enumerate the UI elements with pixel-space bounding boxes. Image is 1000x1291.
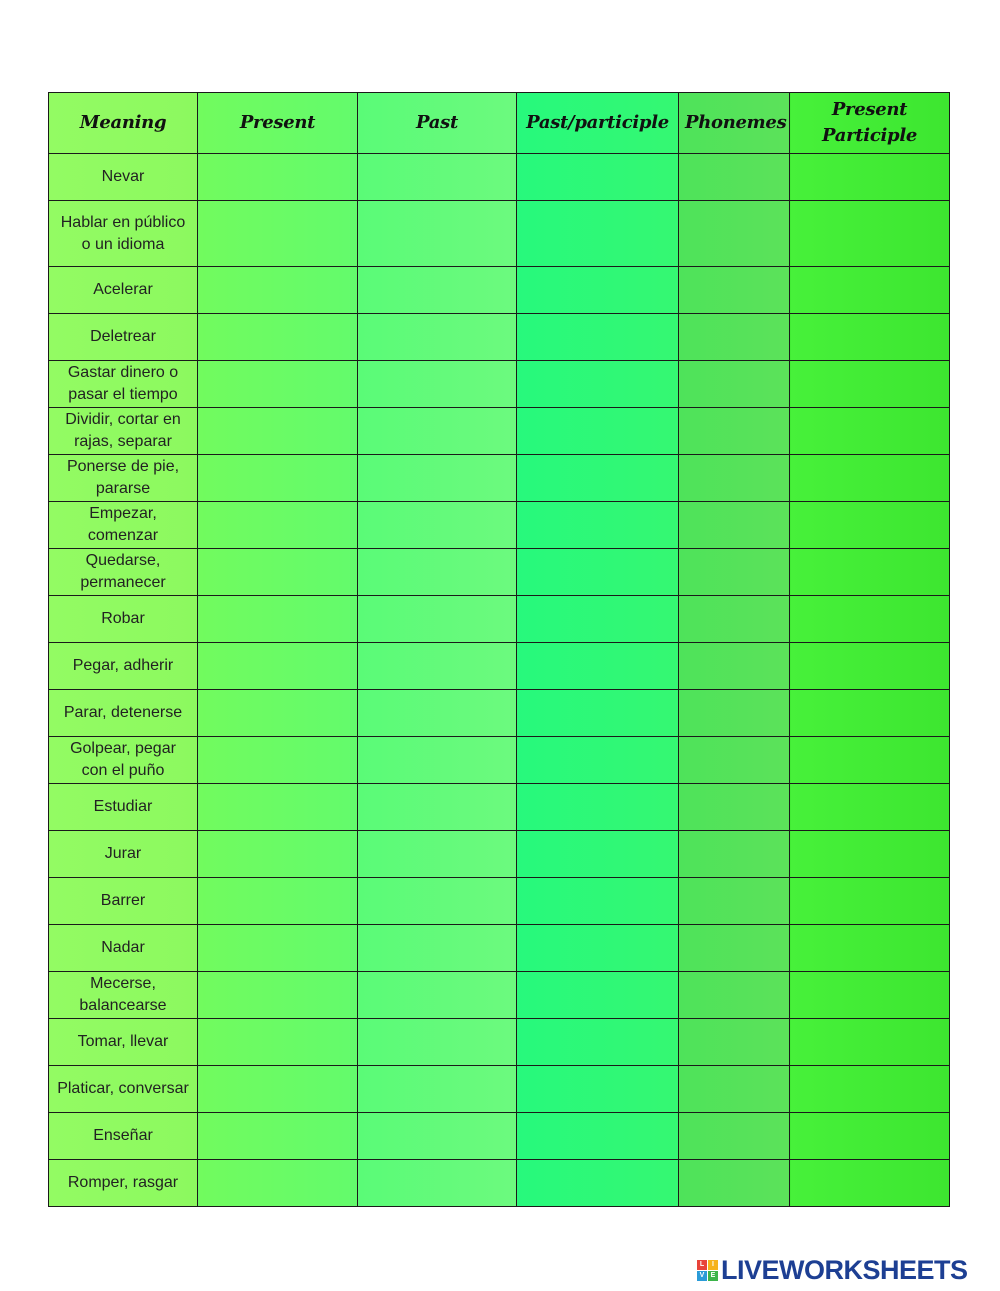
meaning-cell: Pegar, adherir <box>49 643 198 690</box>
past-participle-input-cell[interactable] <box>517 1019 679 1066</box>
past-participle-input-cell[interactable] <box>517 784 679 831</box>
past-input-cell[interactable] <box>358 596 517 643</box>
table-row <box>49 784 950 831</box>
past-input-cell[interactable] <box>358 972 517 1019</box>
past-participle-input-cell[interactable] <box>517 267 679 314</box>
past-input-cell[interactable] <box>358 690 517 737</box>
present-input-cell[interactable] <box>198 1066 358 1113</box>
phonemes-input-cell[interactable] <box>679 690 790 737</box>
past-participle-input-cell[interactable] <box>517 154 679 201</box>
past-participle-input-cell[interactable] <box>517 314 679 361</box>
phonemes-input-cell[interactable] <box>679 878 790 925</box>
table-row <box>49 361 950 408</box>
table-row <box>49 1113 950 1160</box>
phonemes-input-cell[interactable] <box>679 972 790 1019</box>
meaning-cell: Ponerse de pie, pararse <box>49 455 198 502</box>
present-participle-input-cell[interactable] <box>790 154 950 201</box>
present-participle-input-cell[interactable] <box>790 737 950 784</box>
past-input-cell[interactable] <box>358 643 517 690</box>
past-input-cell[interactable] <box>358 201 517 267</box>
header-phonemes: Phonemes <box>679 93 790 154</box>
table-row <box>49 408 950 455</box>
phonemes-input-cell[interactable] <box>679 314 790 361</box>
present-participle-input-cell[interactable] <box>790 361 950 408</box>
past-participle-input-cell[interactable] <box>517 972 679 1019</box>
present-input-cell[interactable] <box>198 154 358 201</box>
phonemes-input-cell[interactable] <box>679 408 790 455</box>
liveworksheets-logo-text: LIVEWORKSHEETS <box>721 1254 968 1285</box>
table-row <box>49 690 950 737</box>
present-participle-input-cell[interactable] <box>790 1019 950 1066</box>
present-input-cell[interactable] <box>198 972 358 1019</box>
header-row <box>49 93 950 154</box>
meaning-cell: Quedarse, permanecer <box>49 549 198 596</box>
logo-tile: V <box>697 1271 707 1281</box>
past-participle-input-cell[interactable] <box>517 549 679 596</box>
phonemes-input-cell[interactable] <box>679 1160 790 1207</box>
present-input-cell[interactable] <box>198 1160 358 1207</box>
present-participle-input-cell[interactable] <box>790 455 950 502</box>
header-past: Past <box>358 93 517 154</box>
present-input-cell[interactable] <box>198 1019 358 1066</box>
table-row <box>49 502 950 549</box>
present-participle-input-cell[interactable] <box>790 502 950 549</box>
worksheet-table <box>48 92 950 1207</box>
table-row <box>49 831 950 878</box>
meaning-cell: Golpear, pegar con el puño <box>49 737 198 784</box>
past-participle-input-cell[interactable] <box>517 1066 679 1113</box>
meaning-cell: Parar, detenerse <box>49 690 198 737</box>
present-participle-input-cell[interactable] <box>790 643 950 690</box>
phonemes-input-cell[interactable] <box>679 549 790 596</box>
past-participle-input-cell[interactable] <box>517 1113 679 1160</box>
phonemes-input-cell[interactable] <box>679 1019 790 1066</box>
table-row <box>49 455 950 502</box>
past-input-cell[interactable] <box>358 1066 517 1113</box>
phonemes-input-cell[interactable] <box>679 361 790 408</box>
meaning-cell: Romper, rasgar <box>49 1160 198 1207</box>
table-row <box>49 154 950 201</box>
phonemes-input-cell[interactable] <box>679 737 790 784</box>
past-input-cell[interactable] <box>358 549 517 596</box>
present-input-cell[interactable] <box>198 643 358 690</box>
header-past-participle: Past/participle <box>517 93 679 154</box>
phonemes-input-cell[interactable] <box>679 1113 790 1160</box>
past-input-cell[interactable] <box>358 831 517 878</box>
phonemes-input-cell[interactable] <box>679 784 790 831</box>
table-row <box>49 267 950 314</box>
present-input-cell[interactable] <box>198 784 358 831</box>
past-participle-input-cell[interactable] <box>517 408 679 455</box>
present-participle-input-cell[interactable] <box>790 314 950 361</box>
past-participle-input-cell[interactable] <box>517 201 679 267</box>
meaning-cell: Empezar, comenzar <box>49 502 198 549</box>
meaning-cell: Dividir, cortar en rajas, separar <box>49 408 198 455</box>
table-row <box>49 1019 950 1066</box>
present-input-cell[interactable] <box>198 596 358 643</box>
phonemes-input-cell[interactable] <box>679 925 790 972</box>
present-input-cell[interactable] <box>198 267 358 314</box>
table-row <box>49 878 950 925</box>
table-row <box>49 972 950 1019</box>
present-participle-input-cell[interactable] <box>790 784 950 831</box>
past-participle-input-cell[interactable] <box>517 596 679 643</box>
past-participle-input-cell[interactable] <box>517 455 679 502</box>
phonemes-input-cell[interactable] <box>679 267 790 314</box>
meaning-cell: Hablar en público o un idioma <box>49 201 198 267</box>
present-input-cell[interactable] <box>198 455 358 502</box>
meaning-cell: Robar <box>49 596 198 643</box>
present-input-cell[interactable] <box>198 925 358 972</box>
meaning-cell: Enseñar <box>49 1113 198 1160</box>
phonemes-input-cell[interactable] <box>679 502 790 549</box>
present-input-cell[interactable] <box>198 314 358 361</box>
past-participle-input-cell[interactable] <box>517 643 679 690</box>
past-input-cell[interactable] <box>358 267 517 314</box>
header-present: Present <box>198 93 358 154</box>
meaning-cell: Nadar <box>49 925 198 972</box>
past-participle-input-cell[interactable] <box>517 1160 679 1207</box>
present-participle-input-cell[interactable] <box>790 408 950 455</box>
meaning-cell: Gastar dinero o pasar el tiempo <box>49 361 198 408</box>
table-row <box>49 737 950 784</box>
present-input-cell[interactable] <box>198 549 358 596</box>
meaning-cell: Acelerar <box>49 267 198 314</box>
logo-tile: L <box>697 1260 707 1270</box>
logo-tile: I <box>708 1260 718 1270</box>
meaning-cell: Jurar <box>49 831 198 878</box>
present-participle-input-cell[interactable] <box>790 1160 950 1207</box>
present-input-cell[interactable] <box>198 831 358 878</box>
present-input-cell[interactable] <box>198 737 358 784</box>
table-row <box>49 314 950 361</box>
past-input-cell[interactable] <box>358 1160 517 1207</box>
phonemes-input-cell[interactable] <box>679 596 790 643</box>
past-participle-input-cell[interactable] <box>517 737 679 784</box>
present-participle-input-cell[interactable] <box>790 831 950 878</box>
past-input-cell[interactable] <box>358 154 517 201</box>
past-participle-input-cell[interactable] <box>517 878 679 925</box>
past-input-cell[interactable] <box>358 878 517 925</box>
present-participle-input-cell[interactable] <box>790 925 950 972</box>
present-participle-input-cell[interactable] <box>790 201 950 267</box>
table-row <box>49 201 950 267</box>
table-row <box>49 925 950 972</box>
table-row <box>49 596 950 643</box>
meaning-cell: Platicar, conversar <box>49 1066 198 1113</box>
past-input-cell[interactable] <box>358 784 517 831</box>
table-row <box>49 1160 950 1207</box>
past-input-cell[interactable] <box>358 502 517 549</box>
liveworksheets-icon <box>697 1260 718 1281</box>
table-row <box>49 643 950 690</box>
past-input-cell[interactable] <box>358 737 517 784</box>
past-input-cell[interactable] <box>358 408 517 455</box>
phonemes-input-cell[interactable] <box>679 831 790 878</box>
past-input-cell[interactable] <box>358 925 517 972</box>
past-input-cell[interactable] <box>358 361 517 408</box>
past-participle-input-cell[interactable] <box>517 361 679 408</box>
present-participle-input-cell[interactable] <box>790 878 950 925</box>
meaning-cell: Tomar, llevar <box>49 1019 198 1066</box>
past-input-cell[interactable] <box>358 1113 517 1160</box>
meaning-cell: Mecerse, balancearse <box>49 972 198 1019</box>
present-participle-input-cell[interactable] <box>790 267 950 314</box>
present-participle-input-cell[interactable] <box>790 690 950 737</box>
present-participle-input-cell[interactable] <box>790 1066 950 1113</box>
present-input-cell[interactable] <box>198 502 358 549</box>
meaning-cell: Barrer <box>49 878 198 925</box>
present-input-cell[interactable] <box>198 878 358 925</box>
past-participle-input-cell[interactable] <box>517 502 679 549</box>
past-input-cell[interactable] <box>358 455 517 502</box>
phonemes-input-cell[interactable] <box>679 201 790 267</box>
present-input-cell[interactable] <box>198 1113 358 1160</box>
phonemes-input-cell[interactable] <box>679 643 790 690</box>
present-participle-input-cell[interactable] <box>790 596 950 643</box>
past-input-cell[interactable] <box>358 314 517 361</box>
present-input-cell[interactable] <box>198 408 358 455</box>
meaning-cell: Estudiar <box>49 784 198 831</box>
table-row <box>49 549 950 596</box>
past-participle-input-cell[interactable] <box>517 925 679 972</box>
meaning-cell: Deletrear <box>49 314 198 361</box>
present-input-cell[interactable] <box>198 201 358 267</box>
phonemes-input-cell[interactable] <box>679 1066 790 1113</box>
meaning-cell: Nevar <box>49 154 198 201</box>
past-input-cell[interactable] <box>358 1019 517 1066</box>
phonemes-input-cell[interactable] <box>679 154 790 201</box>
present-participle-input-cell[interactable] <box>790 972 950 1019</box>
header-meaning: Meaning <box>49 93 198 154</box>
logo-tile: E <box>708 1271 718 1281</box>
phonemes-input-cell[interactable] <box>679 455 790 502</box>
liveworksheets-logo <box>697 1256 968 1284</box>
present-input-cell[interactable] <box>198 690 358 737</box>
present-participle-input-cell[interactable] <box>790 549 950 596</box>
table-row <box>49 1066 950 1113</box>
past-participle-input-cell[interactable] <box>517 831 679 878</box>
present-input-cell[interactable] <box>198 361 358 408</box>
header-present-participle: Present Participle <box>790 93 950 154</box>
past-participle-input-cell[interactable] <box>517 690 679 737</box>
present-participle-input-cell[interactable] <box>790 1113 950 1160</box>
